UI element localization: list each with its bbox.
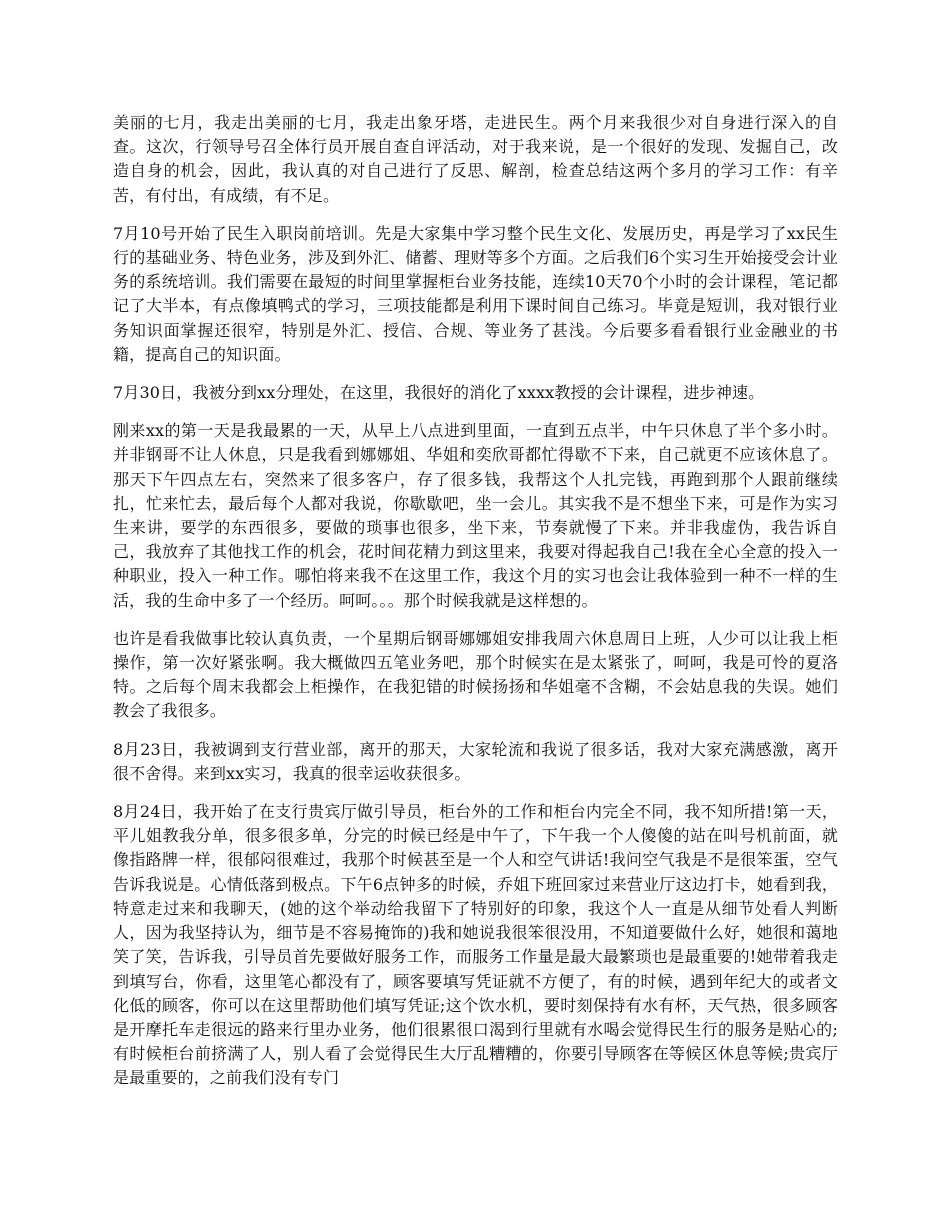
paragraph-4: 刚来xx的第一天是我最累的一天，从早上八点进到里面，一直到五点半，中午只休息了半个多小时。并非钢哥不让人休息，只是我看到娜娜姐、华姐和奕欣哥都忙得歇不下来，自己就更不应该休息了。那天下午四点左右，突然来了很多客户，存了很多钱，我帮这个人扎完钱，再跑到那个人跟前继续扎，忙来忙去，最后每个人都对我说，你歇歇吧，坐一会儿。其实我不是不想坐下来，可是作为实习生来讲，要学的东西很多，要做的琐事也很多，坐下来，节奏就慢了下来。并非我虚伪，我告诉自己，我放弃了其他找工作的机会，花时间花精力到这里来，我要对得起我自己!我在全心全意的投入一种职业，投入一种工作。哪怕将来我不在这里工作，我这个月的实习也会让我体验到一种不一样的生活，我的生命中多了一个经历。呵呵。。。那个时候我就是这样想的。 (113, 421, 838, 610)
paragraph-2: 7月10号开始了民生入职岗前培训。先是大家集中学习整个民生文化、发展历史，再是学习了xx民生行的基础业务、特色业务，涉及到外汇、储蓄、理财等多个方面。之后我们6个实习生开始接受会计业务的系统培训。我们需要在最短的时间里掌握柜台业务技能，连续10天70个小时的会计课程，笔记都记了大半本，有点像填鸭式的学习，三项技能都是利用下课时间自己练习。毕竟是短训，我对银行业务知识面掌握还很窄，特别是外汇、授信、合规、等业务了甚浅。今后要多看看银行业金融业的书籍，提高自己的知识面。 (113, 223, 838, 364)
paragraph-7: 8月24日，我开始了在支行贵宾厅做引导员，柜台外的工作和柜台内完全不同，我不知所措!第一天，平儿姐教我分单，很多很多单，分完的时候已经是中午了，下午我一个人傻傻的站在叫号机前面，就像指路牌一样，很郁闷很难过，我那个时候甚至是一个人和空气讲话!我问空气我是不是很笨蛋，空气告诉我说是。心情低落到极点。下午6点钟多的时候，乔姐下班回家过来营业厅这边打卡，她看到我，特意走过来和我聊天，(她的这个举动给我留下了特别好的印象，我这个人一直是从细节处看人判断人，因为我坚持认为，细节是不容易掩饰的)我和她说我很笨很没用，不知道要做什么好，她很和蔼地笑了笑，告诉我，引导员首先要做好服务工作，而服务工作量是最大最繁琐也是最重要的!她带着我走到填写台，你看，这里笔心都没有了，顾客要填写凭证就不方便了，有的时候，遇到年纪大的或者文化低的顾客，你可以在这里帮助他们填写凭证;这个饮水机，要时刻保持有水有杯，天气热，很多顾客是开摩托车走很远的路来行里办业务，他们很累很口渴到行里就有水喝会觉得民生行的服务是贴心的;有时候柜台前挤满了人，别人看了会觉得民生大厅乱糟糟的，你要引导顾客在等候区休息等候;贵宾厅是最重要的，之前我们没有专门 (113, 802, 838, 1088)
paragraph-6: 8月23日，我被调到支行营业部，离开的那天，大家轮流和我说了很多话，我对大家充满感激，离开很不舍得。来到xx实习，我真的很幸运收获很多。 (113, 739, 838, 783)
paragraph-3: 7月30日，我被分到xx分理处，在这里，我很好的消化了xxxx教授的会计课程，进步神速。 (113, 383, 765, 403)
paragraph-5: 也许是看我做事比较认真负责，一个星期后钢哥娜娜姐安排我周六休息周日上班，人少可以让我上柜操作，第一次好紧张啊。我大概做四五笔业务吧，那个时候实在是太紧张了，呵呵，我是可怜的夏洛特。之后每个周末我都会上柜操作，在我犯错的时候扬扬和华姐毫不含糊，不会姑息我的失误。她们教会了我很多。 (113, 628, 838, 721)
document-body (113, 111, 838, 1105)
paragraph-1: 美丽的七月，我走出美丽的七月，我走出象牙塔，走进民生。两个月来我很少对自身进行深入的自查。这次，行领导号召全体行员开展自查自评活动，对于我来说，是一个很好的发现、发掘自己，改造自身的机会，因此，我认真的对自己进行了反思、解剖，检查总结这两个多月的学习工作：有辛苦，有付出，有成绩，有不足。 (113, 113, 838, 205)
